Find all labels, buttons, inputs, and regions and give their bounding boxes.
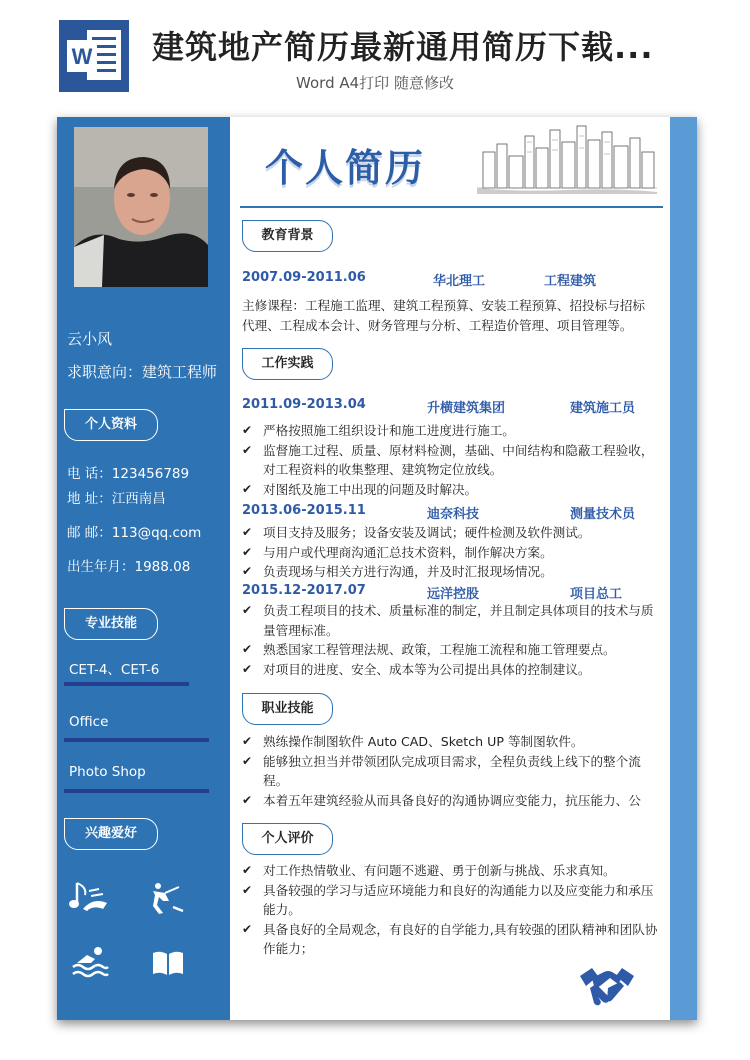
job-date: 2013.06-2015.11 [242,503,366,518]
contact-birth: 出生年月：1988.08 [67,559,191,575]
resume-title: 个人简历 [265,146,426,190]
list-item: ✔ 熟练操作制图软件 Auto CAD、Sketch UP 等制图软件。 [240,732,660,752]
profile-photo [74,127,208,287]
skill-name: Photo Shop [69,764,146,780]
skill-name: Office [69,714,109,730]
check-icon: ✔ [242,642,253,656]
check-icon: ✔ [242,921,253,936]
music-icon [69,879,109,915]
sidebar [57,117,230,1020]
skill-name: CET-4、CET-6 [69,662,160,678]
list-item: ✔ 熟悉国家工程管理法规、政策，工程施工流程和施工管理要点。 [240,640,660,660]
check-icon: ✔ [242,564,253,578]
experience-heading: 工作实践 [242,348,333,380]
list-item: ✔ 能够独立担当并带领团队完成项目需求，全程负责线上线下的整个流程。 [242,753,641,788]
word-document-icon [59,20,129,92]
education-school: 华北理工 [433,274,486,289]
skill-level-bar [64,682,189,686]
contact-email: 邮 邮：113@qq.com [67,525,202,541]
skill-level-bar [64,789,209,793]
check-icon: ✔ [242,525,253,539]
education-heading: 教育背景 [242,220,333,252]
candidate-name: 云小风 [67,330,113,348]
profile-heading: 个人资料 [64,409,158,441]
skills-list [240,732,660,810]
list-item: ✔ 与用户或代理商沟通汇总技术资料，制作解决方案。 [240,543,660,563]
swimming-icon [71,945,109,981]
education-major: 工程建筑 [544,274,597,289]
job-role: 测量技术员 [570,507,636,522]
badminton-icon [149,881,185,915]
list-item: ✔ 监督施工过程、质量、原材料检测，基础、中间结构和隐蔽工程验收，对工程资料的收集整理、建筑物定位放线。 [242,442,654,477]
list-item: ✔ 具备较强的学习与适应环境能力和良好的沟通能力以及应变能力和承压能力。 [242,882,654,917]
check-icon: ✔ [242,423,253,437]
list-item: ✔ 本着五年建筑经验从而具备良好的沟通协调应变能力，抗压能力、公 [240,791,660,811]
list-item: ✔ 负责现场与相关方进行沟通，并及时汇报现场情况。 [240,562,660,582]
skills-heading: 专业技能 [64,608,158,640]
job-objective: 求职意向：建筑工程师 [67,363,218,381]
job-role: 建筑施工员 [570,401,636,416]
contact-phone: 电 话：123456789 [67,466,190,482]
hobbies-heading: 兴趣爱好 [64,818,158,850]
list-item: ✔ 具备良好的全局观念，有良好的自学能力,具有较强的团队精神和团队协作能力； [242,921,658,956]
contact-address: 地 址：江西南昌 [67,491,166,507]
check-icon: ✔ [242,661,253,676]
job-company: 升横建筑集团 [427,401,506,416]
document-subtitle: Word A4打印 随意修改 [296,74,454,92]
job-duties-list [240,601,660,679]
job-company: 远洋控股 [427,587,480,602]
evaluation-list [240,861,660,959]
job-duties-list [240,421,660,499]
list-item: ✔ 负责工程项目的技术、质量标准的制定，并且制定具体项目的技术与质量管理标准。 [242,603,654,638]
list-item: ✔ 对工作热情敬业、有问题不逃避、勇于创新与挑战、乐求真知。 [240,861,660,881]
title-divider [240,206,663,208]
job-role: 项目总工 [570,587,623,602]
check-icon: ✔ [242,792,253,807]
education-courses: 主修课程：工程施工监理、建筑工程预算、安装工程预算、招投标与招标代理、工程成本会计、财务管理与分析、工程造价管理、项目管理等。 [242,298,645,333]
check-icon: ✔ [242,863,253,877]
evaluation-heading: 个人评价 [242,823,333,855]
skills-section-heading: 职业技能 [242,693,333,725]
check-icon: ✔ [242,734,253,748]
list-item: ✔ 严格按照施工组织设计和施工进度进行施工。 [240,421,660,441]
list-item: ✔ 项目支持及服务；设备安装及调试；硬件检测及软件测试。 [240,523,660,543]
job-duties-list [240,523,660,582]
list-item: ✔ 对项目的进度、安全、成本等为公司提出具体的控制建议。 [240,660,660,680]
handshake-icon [578,962,636,1014]
resume-page [57,117,697,1020]
book-icon [151,949,185,977]
check-icon: ✔ [242,882,253,897]
check-icon: ✔ [242,481,253,496]
svg-text:W: W [71,44,93,69]
city-skyline-illustration [477,122,657,194]
check-icon: ✔ [242,544,253,559]
check-icon: ✔ [242,753,253,768]
education-date: 2007.09-2011.06 [242,270,366,285]
right-accent-bar [670,117,697,1020]
check-icon: ✔ [242,442,253,457]
job-date: 2015.12-2017.07 [242,583,366,598]
main-content [230,117,670,1020]
job-date: 2011.09-2013.04 [242,397,366,412]
download-banner [0,0,750,110]
job-company: 迪奈科技 [427,507,480,522]
document-title: 建筑地产简历最新通用简历下载... [152,28,654,66]
check-icon: ✔ [242,603,253,617]
skill-level-bar [64,738,209,742]
list-item: ✔ 对图纸及施工中出现的问题及时解决。 [240,480,660,500]
